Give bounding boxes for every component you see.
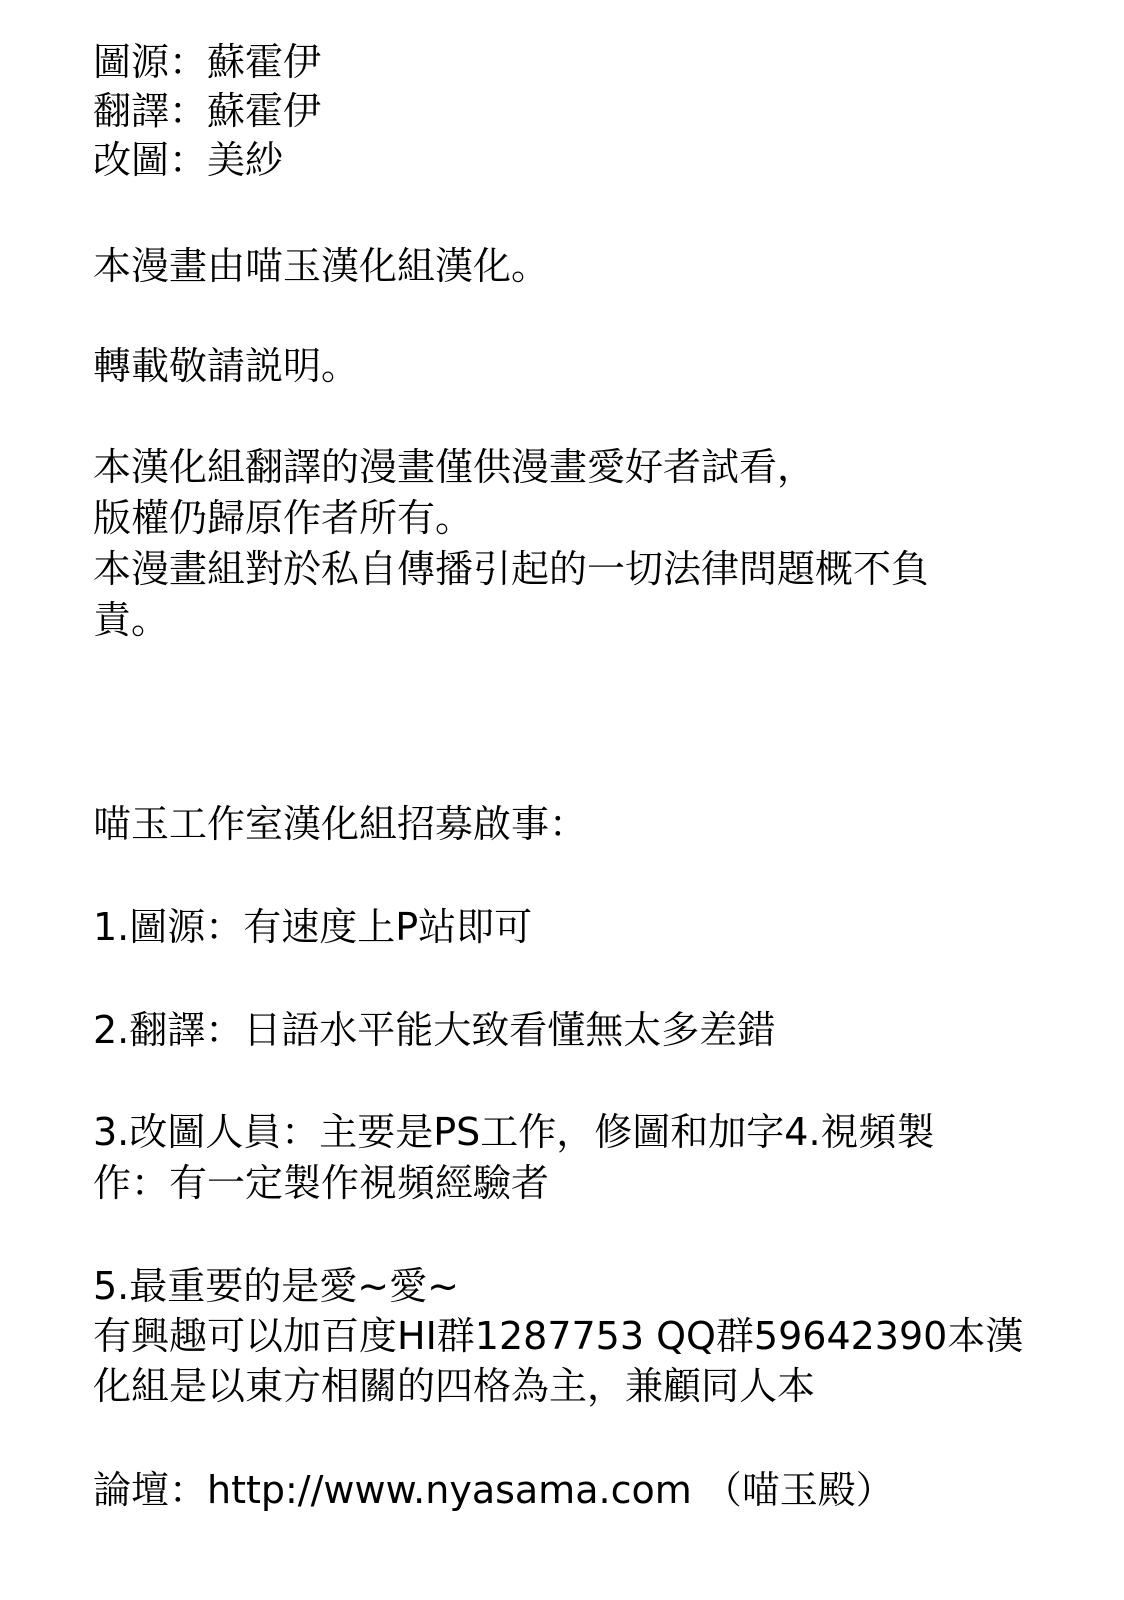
scanlation-notice: 本漫畫由喵玉漢化組漢化。 bbox=[93, 244, 550, 288]
recruitment-item-3a: 3.改圖人員：主要是PS工作，修圖和加字4.視頻製 bbox=[93, 1110, 935, 1154]
credit-translation: 翻譯：蘇霍伊 bbox=[93, 89, 322, 133]
credit-source: 圖源：蘇霍伊 bbox=[93, 40, 322, 84]
credit-edit: 改圖：美紗 bbox=[93, 138, 284, 182]
forum-line: 論壇：http://www.nyasama.com （喵玉殿） bbox=[93, 1468, 894, 1512]
repost-notice: 轉載敬請説明。 bbox=[93, 344, 360, 388]
recruitment-item-1: 1.圖源：有速度上P站即可 bbox=[93, 905, 533, 949]
contact-line-1: 有興趣可以加百度HI群1287753 QQ群59642390本漢 bbox=[93, 1314, 1024, 1358]
disclaimer-line-3: 本漫畫組對於私自傳播引起的一切法律問題概不負 bbox=[93, 547, 930, 591]
recruitment-item-5: 5.最重要的是愛~愛~ bbox=[93, 1264, 459, 1308]
recruitment-item-3b: 作：有一定製作視頻經驗者 bbox=[93, 1161, 550, 1205]
recruitment-item-2: 2.翻譯：日語水平能大致看懂無太多差錯 bbox=[93, 1008, 776, 1052]
disclaimer-line-1: 本漢化組翻譯的漫畫僅供漫畫愛好者試看， bbox=[93, 445, 816, 489]
disclaimer-line-4: 責。 bbox=[93, 598, 170, 642]
contact-line-2: 化組是以東方相關的四格為主，兼顧同人本 bbox=[93, 1364, 816, 1408]
disclaimer-line-2: 版權仍歸原作者所有。 bbox=[93, 496, 474, 540]
recruitment-heading: 喵玉工作室漢化組招募啟事： bbox=[93, 802, 588, 846]
